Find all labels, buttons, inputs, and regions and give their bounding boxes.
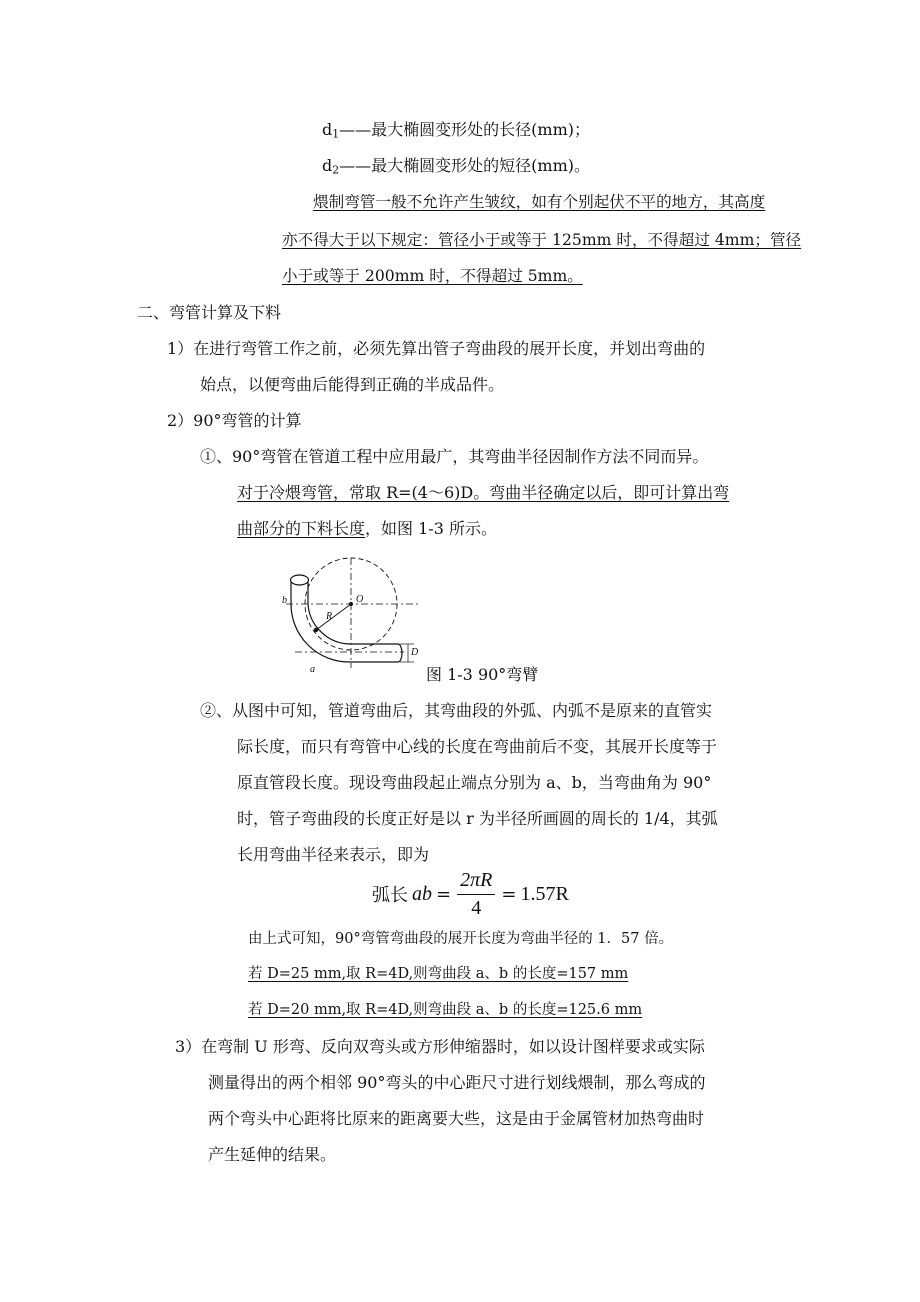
paragraph-3-line-1: 3）在弯制 U 形弯、反向双弯头或方形伸缩器时，如以设计图样要求或实际 <box>175 1037 705 1056</box>
formula-equals-1: = <box>436 883 452 905</box>
paragraph-3-line-2: 测量得出的两个相邻 90°弯头的中心距尺寸进行划线煨制，那么弯成的 <box>208 1073 706 1092</box>
formula-result: 1.57R <box>520 882 569 905</box>
item-1-line-2: 对于冷煨弯管，常取 R=(4～6)D。弯曲半径确定以后，即可计算出弯 <box>237 483 730 502</box>
wrinkle-rule-line-1: 煨制弯管一般不允许产生皱纹，如有个别起伏不平的地方，其高度 <box>313 193 766 211</box>
formula-var: ab <box>412 882 432 905</box>
d2-definition: $d_2——$最大椭圆变形处的短径(mm)。 <box>322 156 591 177</box>
label-r: R <box>326 611 333 622</box>
formula-fraction <box>457 869 495 920</box>
formula-numerator: 2πR <box>460 868 493 891</box>
item-2-line-3: 原直管段长度。现设弯曲段起止端点分别为 a、b，当弯曲角为 90° <box>237 773 712 792</box>
label-o: O <box>356 594 364 605</box>
label-a: a <box>310 664 315 674</box>
paragraph-2-title: 2）90°弯管的计算 <box>167 411 302 430</box>
item-2-line-1: ②、从图中可知，管道弯曲后，其弯曲段的外弧、内弧不是原来的直管实 <box>200 701 713 720</box>
wrinkle-rule-line-2: 亦不得大于以下规定：管径小于或等于 125mm 时，不得超过 4mm；管径 <box>282 231 802 249</box>
formula-label: 弧长 <box>372 885 408 906</box>
label-b: b <box>282 595 287 606</box>
formula-conclusion: 由上式可知，90°弯管弯曲段的展开长度为弯曲半径的 1．57 倍。 <box>248 931 674 947</box>
item-2-line-5: 长用弯曲半径来表示，即为 <box>237 845 430 864</box>
item-1-underlined: 曲部分的下料长度 <box>237 519 366 538</box>
paragraph-1-line-2: 始点，以便弯曲后能得到正确的半成品件。 <box>200 375 505 394</box>
bend-figure <box>280 556 420 678</box>
pipe-bend-diagram <box>280 556 420 674</box>
paragraph-1-line-1: 1）在进行弯管工作之前，必须先算出管子弯曲段的展开长度，并划出弯曲的 <box>167 339 706 358</box>
wrinkle-rule-line-3: 小于或等于 200mm 时，不得超过 5mm。 <box>282 267 583 285</box>
item-1-line-3: 曲部分的下料长度，如图 1-3 所示。 <box>237 519 497 538</box>
formula-equals-2: = <box>501 883 517 905</box>
example-1: 若 D=25 mm,取 R=4D,则弯曲段 a、b 的长度=157 mm <box>248 966 629 982</box>
item-1-line-1: ①、90°弯管在管道工程中应用最广，其弯曲半径因制作方法不同而异。 <box>200 447 709 466</box>
arc-length-formula <box>372 864 569 924</box>
paragraph-3-line-3: 两个弯头中心距将比原来的距离要大些，这是由于金属管材加热弯曲时 <box>208 1109 705 1128</box>
label-d: D <box>411 647 419 658</box>
formula-denominator: 4 <box>471 896 482 919</box>
item-2-line-2: 际长度，而只有弯管中心线的长度在弯曲前后不变，其展开长度等于 <box>237 737 718 756</box>
example-2: 若 D=20 mm,取 R=4D,则弯曲段 a、b 的长度=125.6 mm <box>248 1002 643 1018</box>
item-2-line-4: 时，管子弯曲段的长度正好是以 r 为半径所画圆的周长的 1/4，其弧 <box>237 809 718 828</box>
d1-definition: $d_1——$最大椭圆变形处的长径(mm)； <box>322 120 591 141</box>
section-title: 二、弯管计算及下料 <box>137 303 282 322</box>
figure-caption: 图 1-3 90°弯臂 <box>426 665 539 684</box>
paragraph-3-line-4: 产生延伸的结果。 <box>208 1145 337 1164</box>
